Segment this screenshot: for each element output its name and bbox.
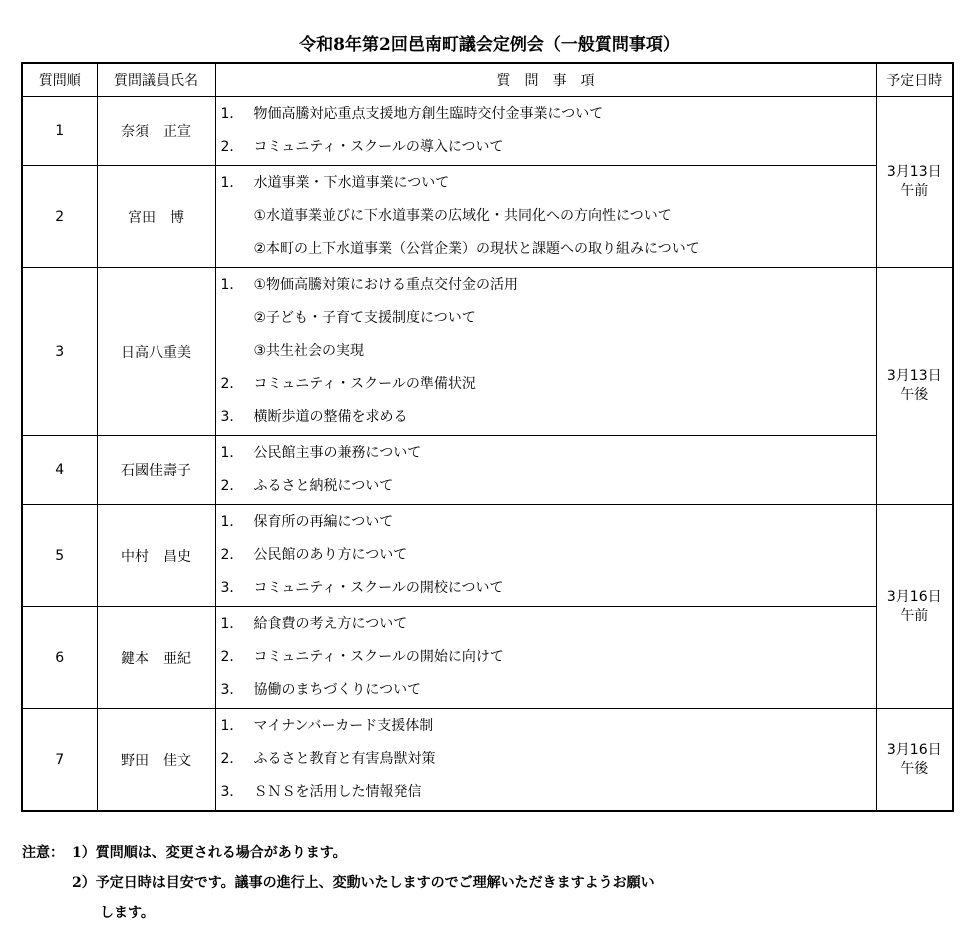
item-text: 協働のまちづくりについて xyxy=(253,682,422,698)
note-line-1 xyxy=(22,838,655,868)
item-number: 1． xyxy=(220,445,244,461)
member-name: 中村 昌史 xyxy=(97,505,215,607)
item-text: 横断歩道の整備を求める xyxy=(253,409,408,425)
question-item xyxy=(216,710,876,743)
member-name: 石國佳壽子 xyxy=(97,436,215,505)
question-order: 5 xyxy=(22,505,97,607)
member-name: 奈須 正宣 xyxy=(97,97,215,166)
table-row xyxy=(22,709,953,812)
notes-label: 注意： xyxy=(22,845,64,861)
header-row xyxy=(22,63,953,97)
question-item xyxy=(216,506,876,539)
question-item xyxy=(216,200,876,233)
scheduled-day: 3月16日 xyxy=(886,588,942,605)
item-text: 公民館主事の兼務について xyxy=(253,445,422,461)
question-item xyxy=(216,269,876,302)
scheduled-day: 3月13日 xyxy=(886,164,942,180)
table-row xyxy=(22,97,953,166)
item-text: 物価高騰対応重点支援地方創生臨時交付金事業について xyxy=(253,106,604,122)
item-text: ふるさと納税について xyxy=(253,478,394,494)
question-item xyxy=(216,167,876,200)
question-items xyxy=(215,436,876,505)
table-row xyxy=(22,268,953,436)
question-order: 4 xyxy=(22,436,97,505)
item-text: 公民館のあり方について xyxy=(253,547,408,563)
question-items xyxy=(215,268,876,436)
question-items xyxy=(215,166,876,268)
scheduled-date xyxy=(876,97,953,268)
question-order: 6 xyxy=(22,607,97,709)
item-text: コミュニティ・スクールの開校について xyxy=(253,580,504,596)
item-text: ③共生社会の実現 xyxy=(253,343,365,359)
question-items xyxy=(215,607,876,709)
header-date: 予定日時 xyxy=(876,63,953,97)
question-item xyxy=(216,641,876,674)
question-items xyxy=(215,505,876,607)
question-item xyxy=(216,335,876,368)
header-name: 質問議員氏名 xyxy=(97,63,215,97)
item-text: ふるさと教育と有害鳥獣対策 xyxy=(253,751,436,767)
item-number: 3． xyxy=(220,409,244,425)
scheduled-date xyxy=(876,268,953,505)
item-text: 水道事業・下水道事業について xyxy=(253,175,450,191)
question-item xyxy=(216,743,876,776)
notes xyxy=(22,838,655,928)
item-text: ＳＮＳを活用した情報発信 xyxy=(253,784,422,800)
item-text: ②子ども・子育て支援制度について xyxy=(253,310,476,326)
header-items: 質 問 事 項 xyxy=(215,63,876,97)
scheduled-time: 午後 xyxy=(900,760,929,777)
question-item xyxy=(216,401,876,434)
question-item xyxy=(216,608,876,641)
scheduled-date xyxy=(876,505,953,709)
item-text: ①物価高騰対策における重点交付金の活用 xyxy=(253,277,519,293)
question-order: 1 xyxy=(22,97,97,166)
question-item xyxy=(216,368,876,401)
page-title: 令和8年第2回邑南町議会定例会（一般質問事項） xyxy=(299,35,680,55)
header-order: 質問順 xyxy=(22,63,97,97)
question-item xyxy=(216,539,876,572)
item-number: 2． xyxy=(220,478,244,494)
item-number: 3． xyxy=(220,784,244,800)
question-item xyxy=(216,437,876,470)
table-body xyxy=(22,97,953,812)
item-number: 2． xyxy=(220,547,244,563)
scheduled-date xyxy=(876,709,953,812)
item-text: 保育所の再編について xyxy=(253,514,394,530)
question-order: 7 xyxy=(22,709,97,812)
question-items xyxy=(215,97,876,166)
item-number: 3． xyxy=(220,580,244,596)
item-number: 3． xyxy=(220,682,244,698)
member-name: 日高八重美 xyxy=(97,268,215,436)
item-number: 2． xyxy=(220,649,244,665)
item-number: 2． xyxy=(220,139,244,155)
scheduled-time: 午後 xyxy=(900,387,929,403)
item-number: 2． xyxy=(220,376,244,392)
table-row xyxy=(22,505,953,607)
question-item xyxy=(216,470,876,503)
question-item xyxy=(216,302,876,335)
item-number: 2． xyxy=(220,751,244,767)
item-number: 1． xyxy=(220,106,244,122)
question-item xyxy=(216,776,876,809)
note-1: 1）質問順は、変更される場合があります。 xyxy=(72,845,347,861)
item-number: 1． xyxy=(220,514,244,530)
question-item xyxy=(216,98,876,131)
scheduled-day: 3月16日 xyxy=(886,741,942,758)
item-text: コミュニティ・スクールの導入について xyxy=(253,139,504,155)
item-text: コミュニティ・スクールの準備状況 xyxy=(253,376,476,392)
question-order: 2 xyxy=(22,166,97,268)
member-name: 鍵本 亜紀 xyxy=(97,607,215,709)
item-text: ②本町の上下水道事業（公営企業）の現状と課題への取り組みについて xyxy=(253,241,700,257)
item-number: 1． xyxy=(220,175,244,191)
question-item xyxy=(216,572,876,605)
item-text: 給食費の考え方について xyxy=(253,616,408,632)
question-table xyxy=(21,62,954,812)
question-item xyxy=(216,131,876,164)
scheduled-day: 3月13日 xyxy=(886,368,942,384)
table-row xyxy=(22,607,953,709)
question-order: 3 xyxy=(22,268,97,436)
scheduled-time: 午前 xyxy=(900,607,929,624)
note-2-continued: します。 xyxy=(100,905,155,921)
question-item xyxy=(216,674,876,707)
item-text: マイナンバーカード支援体制 xyxy=(253,718,434,734)
scheduled-time: 午前 xyxy=(900,183,929,199)
item-number: 1． xyxy=(220,616,244,632)
item-text: コミュニティ・スクールの開始に向けて xyxy=(253,649,504,665)
table-row xyxy=(22,436,953,505)
note-2: 2）予定日時は目安です。議事の進行上、変動いたしますのでご理解いただきますようお願い xyxy=(72,875,655,891)
member-name: 宮田 博 xyxy=(97,166,215,268)
item-text: ①水道事業並びに下水道事業の広域化・共同化への方向性について xyxy=(253,208,672,224)
item-number: 1． xyxy=(220,277,244,293)
table-row xyxy=(22,166,953,268)
item-number: 1． xyxy=(220,718,244,734)
question-item xyxy=(216,233,876,266)
question-items xyxy=(215,709,876,812)
member-name: 野田 佳文 xyxy=(97,709,215,812)
